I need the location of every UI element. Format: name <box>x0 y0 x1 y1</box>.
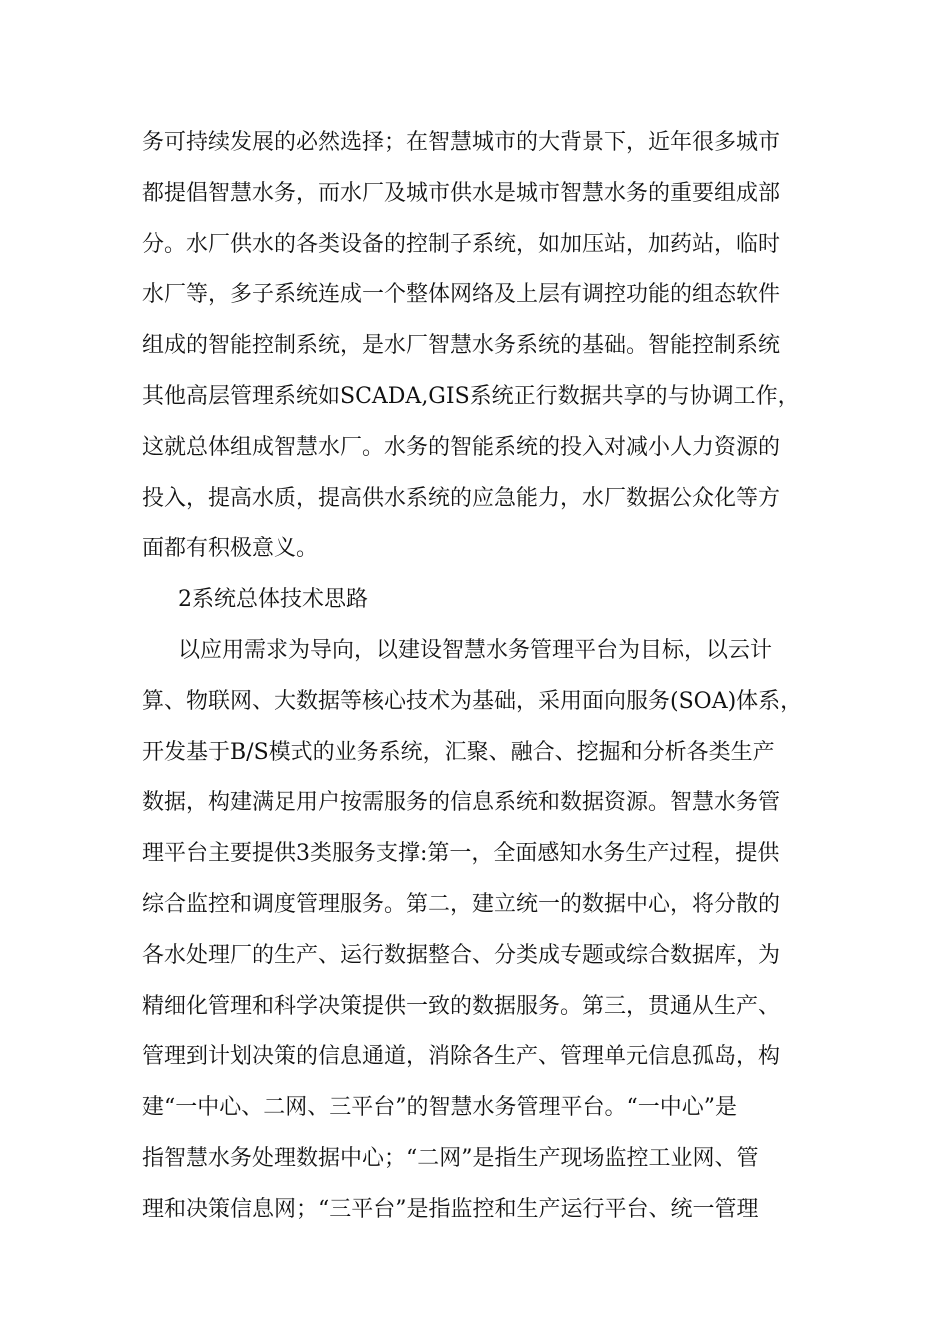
section-heading: 2系统总体技术思路 <box>178 587 368 613</box>
paragraph-approach <box>142 626 807 1236</box>
text-line: 以应用需求为导向，以建设智慧水务管理平台为目标，以云计 <box>178 637 773 663</box>
text-line: 数据，构建满足用户按需服务的信息系统和数据资源。智慧水务管 <box>142 790 781 816</box>
text-line: 面都有积极意义。 <box>142 536 319 562</box>
text-line: 各水处理厂的生产、运行数据整合、分类成专题或综合数据库，为 <box>142 942 781 968</box>
text-line: 都提倡智慧水务，而水厂及城市供水是城市智慧水务的重要组成部 <box>142 180 781 206</box>
text-line: 管理到计划决策的信息通道，消除各生产、管理单元信息孤岛，构 <box>142 1044 781 1070</box>
text-line: 组成的智能控制系统，是水厂智慧水务系统的基础。智能控制系统 <box>142 333 781 359</box>
text-line: 这就总体组成智慧水厂。水务的智能系统的投入对减小人力资源的 <box>142 434 781 460</box>
paragraph-intro <box>142 118 807 575</box>
text-line: 其他高层管理系统如SCADA,GIS系统正行数据共享的与协调工作， <box>142 383 800 409</box>
text-line: 指智慧水务处理数据中心；“二网”是指生产现场监控工业网、管 <box>142 1145 759 1171</box>
text-line: 算、物联网、大数据等核心技术为基础，采用面向服务(SOA)体系， <box>142 688 803 714</box>
text-line: 投入，提高水质，提高供水系统的应急能力，水厂数据公众化等方 <box>142 485 781 511</box>
text-line: 水厂等，多子系统连成一个整体网络及上层有调控功能的组态软件 <box>142 282 781 308</box>
text-line: 理和决策信息网；“三平台”是指监控和生产运行平台、统一管理 <box>142 1196 759 1222</box>
text-line: 综合监控和调度管理服务。第二，建立统一的数据中心，将分散的 <box>142 891 781 917</box>
text-line: 分。水厂供水的各类设备的控制子系统，如加压站，加药站，临时 <box>142 231 781 257</box>
text-line: 开发基于B/S模式的业务系统，汇聚、融合、挖掘和分析各类生产 <box>142 739 775 765</box>
text-line: 理平台主要提供3类服务支撑:第一，全面感知水务生产过程，提供 <box>142 841 780 867</box>
text-line: 建“一中心、二网、三平台”的智慧水务管理平台。“一中心”是 <box>142 1095 737 1121</box>
text-line: 务可持续发展的必然选择；在智慧城市的大背景下，近年很多城市 <box>142 130 781 155</box>
document-body <box>142 118 807 1236</box>
text-line: 精细化管理和科学决策提供一致的数据服务。第三，贯通从生产、 <box>142 993 781 1019</box>
